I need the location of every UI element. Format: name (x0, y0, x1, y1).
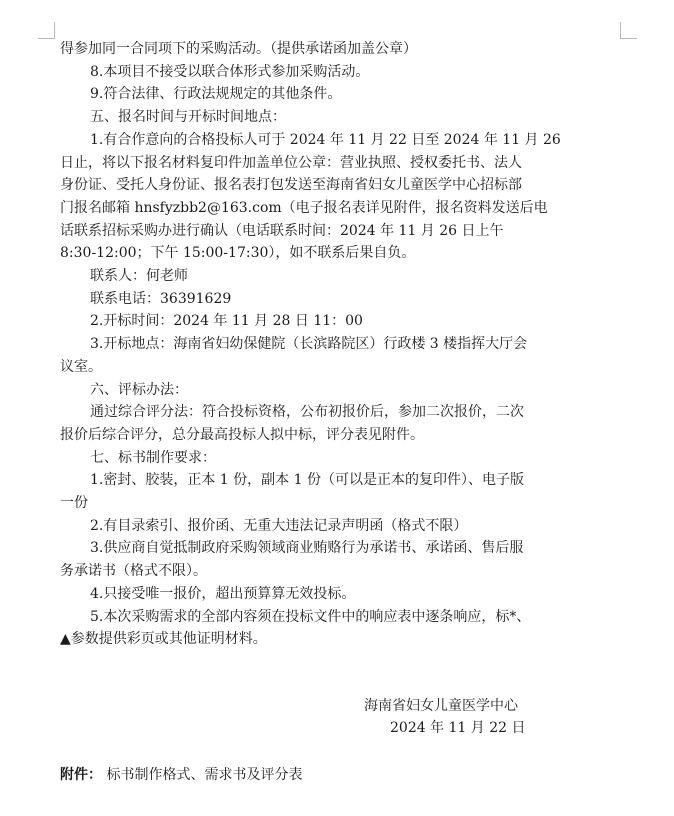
signature-date: 2024 年 11 月 22 日 (390, 720, 526, 736)
text-line: 议室。 (60, 358, 102, 375)
text-line: 身份证、受托人身份证、报名表打包发送至海南省妇女儿童医学中心招标部 (60, 177, 522, 194)
text-line: 日止，将以下报名材料复印件加盖单位公章：营业执照、授权委托书、法人 (60, 154, 522, 171)
text-line: 一份 (60, 495, 88, 512)
text-line: 联系电话：36391629 (90, 290, 232, 307)
text-line: 9.符合法律、行政法规规定的其他条件。 (90, 86, 342, 103)
attachment-line (60, 764, 302, 786)
page-corner-mark-right (620, 22, 637, 39)
text-line: 5.本次采购需求的全部内容须在投标文件中的响应表中逐条响应，标*、 (90, 608, 531, 625)
attachment-text: 标书制作格式、需求书及评分表 (106, 767, 303, 783)
text-line: 六、评标办法： (90, 381, 188, 398)
signature-organization: 海南省妇女儿童医学中心 (364, 698, 518, 714)
text-line: ▲参数提供彩页或其他证明材料。 (60, 631, 267, 648)
text-line: 3.供应商自觉抵制政府采购领域商业贿赂行为承诺书、承诺函、售后服 (90, 540, 524, 557)
text-line: 2.有目录索引、报价函、无重大违法记录声明函（格式不限） (90, 517, 468, 534)
text-line: 话联系招标采购办进行确认（电话联系时间：2024 年 11 月 26 日上午 (60, 222, 504, 239)
text-line: 3.开标地点：海南省妇幼保健院（长滨路院区）行政楼 3 楼指挥大厅会 (90, 336, 528, 353)
text-line: 8.本项目不接受以联合体形式参加采购活动。 (90, 63, 370, 80)
text-line: 得参加同一合同项下的采购活动。（提供承诺函加盖公章） (60, 41, 417, 57)
text-line: 五、报名时间与开标时间地点： (90, 109, 286, 126)
text-line: 务承诺书（格式不限）。 (60, 563, 207, 580)
text-line: 通过综合评分法：符合投标资格，公布初报价后，参加二次报价，二次 (90, 404, 524, 421)
text-line: 报价后综合评分，总分最高投标人拟中标，评分表见附件。 (60, 426, 424, 443)
text-line: 1.有合作意向的合格投标人可于 2024 年 11 月 22 日至 2024 年 11 月 26 (90, 131, 561, 148)
attachment-label: 附件： (60, 767, 102, 783)
text-line: 4.只接受唯一报价，超出预算算无效投标。 (90, 585, 356, 602)
text-line: 2.开标时间：2024 年 11 月 28 日 11：00 (90, 313, 363, 330)
text-line: 门报名邮箱 hnsfyzbb2@163.com（电子报名表详见附件，报名资料发送后电 (60, 199, 548, 216)
text-line: 8:30-12:00；下午 15:00-17:30），如不联系后果自负。 (60, 245, 416, 262)
page-corner-mark-left (38, 22, 55, 39)
text-line: 1.密封、胶装，正本 1 份，副本 1 份（可以是正本的复印件）、电子版 (90, 472, 524, 489)
text-line: 联系人：何老师 (90, 268, 188, 285)
document-body (60, 38, 620, 651)
text-line: 七、标书制作要求： (90, 449, 216, 466)
